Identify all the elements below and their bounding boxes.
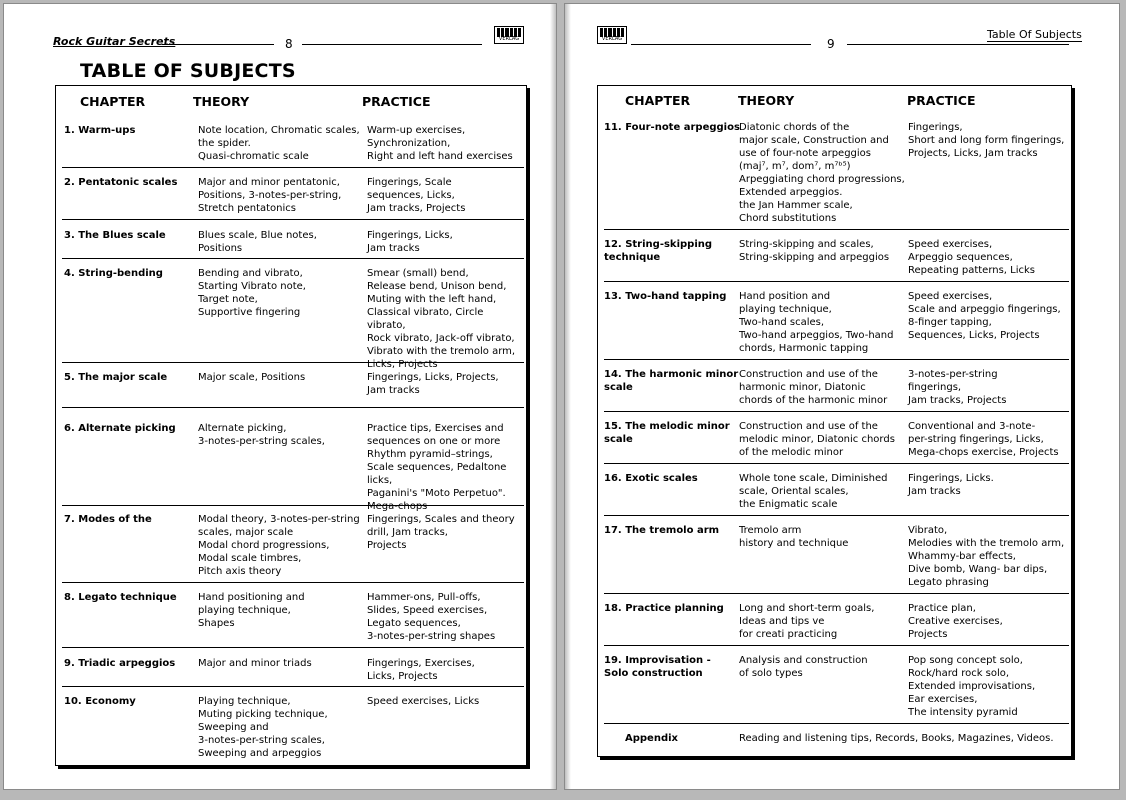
- practice-cell: Warm-up exercises, Synchronization, Right and left hand exercises: [367, 125, 513, 162]
- header-rule: [162, 44, 274, 45]
- publisher-logo-icon: [494, 26, 524, 44]
- theory-cell: Long and short-term goals, Ideas and tips ve for creati practicing: [739, 603, 875, 640]
- theory-cell: String-skipping and scales, String-skipping and arpeggios: [739, 239, 890, 263]
- practice-cell: 3-notes-per-string fingerings, Jam tracks, Projects: [908, 369, 1007, 406]
- header-theory: THEORY: [738, 93, 795, 108]
- practice-cell: Speed exercises, Licks: [367, 696, 480, 707]
- logo-text: VERLAG: [498, 36, 520, 42]
- chapter-cell: 16. Exotic scales: [604, 473, 698, 484]
- toc-title: TABLE OF SUBJECTS: [80, 60, 296, 82]
- theory-cell: Tremolo arm history and technique: [739, 525, 849, 549]
- chapter-cell: 1. Warm-ups: [64, 125, 136, 136]
- row-separator: [62, 219, 524, 220]
- row-separator: [604, 281, 1069, 282]
- chapter-cell: 12. String-skipping technique: [604, 239, 713, 263]
- chapter-cell: 15. The melodic minor scale: [604, 421, 730, 445]
- chapter-cell: 13. Two-hand tapping: [604, 291, 727, 302]
- row-separator: [604, 645, 1069, 646]
- practice-cell: Fingerings, Scales and theory drill, Jam tracks, Projects: [367, 514, 515, 551]
- theory-cell: Blues scale, Blue notes, Positions: [198, 230, 317, 254]
- theory-cell: Playing technique, Muting picking technique, Sweeping and 3-notes-per-string scales, Sweeping and arpeggios: [198, 696, 328, 759]
- theory-cell: Modal theory, 3-notes-per-string scales, major scale Modal chord progressions, Modal scale timbres, Pitch axis theory: [198, 514, 360, 577]
- practice-cell: Fingerings, Licks. Jam tracks: [908, 473, 994, 497]
- header-practice: PRACTICE: [362, 94, 431, 109]
- row-separator: [62, 647, 524, 648]
- logo-text: VERLAG: [601, 36, 623, 42]
- chapter-cell: 8. Legato technique: [64, 592, 177, 603]
- row-separator: [604, 593, 1069, 594]
- chapter-cell: 19. Improvisation - Solo construction: [604, 655, 711, 679]
- row-separator: [604, 229, 1069, 230]
- header-rule: [631, 44, 811, 45]
- right-page: [565, 4, 1119, 789]
- chapter-cell: 4. String-bending: [64, 268, 163, 279]
- header-theory: THEORY: [193, 94, 250, 109]
- toc-table-right: [597, 85, 1072, 757]
- practice-cell: Fingerings, Exercises, Licks, Projects: [367, 658, 475, 682]
- practice-cell: Conventional and 3-note- per-string fingerings, Licks, Mega-chops exercise, Projects: [908, 421, 1059, 458]
- row-separator: [62, 167, 524, 168]
- row-separator: [62, 582, 524, 583]
- practice-cell: Smear (small) bend, Release bend, Unison bend, Muting with the left hand, Classical vibrato, Circle vibrato, Rock vibrato, Jack-off vibrato, Vibrato with the tremolo arm, Licks, Projects: [367, 268, 516, 370]
- row-separator: [62, 407, 524, 408]
- practice-cell: Fingerings, Licks, Projects, Jam tracks: [367, 372, 499, 396]
- chapter-cell: 2. Pentatonic scales: [64, 177, 178, 188]
- theory-cell: Major and minor triads: [198, 658, 312, 669]
- theory-cell: Hand positioning and playing technique, Shapes: [198, 592, 305, 629]
- running-title: Rock Guitar Secrets: [53, 35, 176, 48]
- practice-cell: Hammer-ons, Pull-offs, Slides, Speed exercises, Legato sequences, 3-notes-per-string shapes: [367, 592, 496, 642]
- chapter-cell: 10. Economy: [64, 696, 136, 707]
- chapter-cell: 3. The Blues scale: [64, 230, 166, 241]
- chapter-cell: 6. Alternate picking: [64, 423, 176, 434]
- chapter-cell: 17. The tremolo arm: [604, 525, 720, 536]
- page-number: 9: [827, 37, 835, 51]
- row-separator: [604, 463, 1069, 464]
- practice-cell: Fingerings, Short and long form fingerings, Projects, Licks, Jam tracks: [908, 122, 1065, 159]
- row-separator: [604, 411, 1069, 412]
- theory-cell: Construction and use of the melodic minor, Diatonic chords of the melodic minor: [739, 421, 895, 458]
- theory-cell: Alternate picking, 3-notes-per-string scales,: [198, 423, 325, 447]
- row-separator: [62, 362, 524, 363]
- practice-cell: Fingerings, Licks, Jam tracks: [367, 230, 453, 254]
- practice-cell: Fingerings, Scale sequences, Licks, Jam tracks, Projects: [367, 177, 466, 214]
- row-separator: [604, 723, 1069, 724]
- left-page: [4, 4, 556, 789]
- chapter-cell: 11. Four-note arpeggios: [604, 122, 740, 133]
- page-number: 8: [285, 37, 293, 51]
- practice-cell: Speed exercises, Arpeggio sequences, Repeating patterns, Licks: [908, 239, 1036, 276]
- toc-table-left: [55, 85, 527, 766]
- publisher-logo-icon: [597, 26, 627, 44]
- theory-cell: Analysis and construction of solo types: [739, 655, 868, 679]
- header-rule: [302, 44, 482, 45]
- practice-cell: Vibrato, Melodies with the tremolo arm, Whammy-bar effects, Dive bomb, Wang- bar dips, Legato phrasing: [908, 525, 1065, 588]
- chapter-cell: 14. The harmonic minor scale: [604, 369, 739, 393]
- header-chapter: CHAPTER: [80, 94, 146, 109]
- chapter-cell: 18. Practice planning: [604, 603, 724, 614]
- theory-cell: Bending and vibrato, Starting Vibrato note, Target note, Supportive fingering: [198, 268, 306, 318]
- practice-cell: Practice tips, Exercises and sequences on one or more Rhythm pyramid–strings, Scale sequences, Pedaltone licks, Paganini's "Moto Perpetuo". Mega-chops: [367, 423, 507, 512]
- running-title: Table Of Subjects: [987, 28, 1082, 41]
- row-separator: [62, 686, 524, 687]
- chapter-cell: 5. The major scale: [64, 372, 168, 383]
- row-separator: [604, 359, 1069, 360]
- theory-cell: Hand position and playing technique, Two-hand scales, Two-hand arpeggios, Two-hand chords, Harmonic tapping: [739, 291, 894, 354]
- theory-cell: Diatonic chords of the major scale, Construction and use of four-note arpeggios (maj⁷, m⁷, dom⁷, m⁷ᵇ⁵) Arpeggiating chord progressions, Extended arpeggios. the Jan Hammer scale, Chord substitutions: [739, 122, 905, 224]
- header-chapter: CHAPTER: [625, 93, 691, 108]
- gutter-shadow: [550, 4, 556, 789]
- chapter-cell: 9. Triadic arpeggios: [64, 658, 176, 669]
- theory-cell: Note location, Chromatic scales, the spider. Quasi-chromatic scale: [198, 125, 360, 162]
- appendix-label: Appendix: [625, 733, 678, 744]
- chapter-cell: 7. Modes of the: [64, 514, 152, 525]
- theory-cell: Construction and use of the harmonic minor, Diatonic chords of the harmonic minor: [739, 369, 888, 406]
- theory-cell: Major and minor pentatonic, Positions, 3-notes-per-string, Stretch pentatonics: [198, 177, 342, 214]
- header-practice: PRACTICE: [907, 93, 976, 108]
- practice-cell: Practice plan, Creative exercises, Projects: [908, 603, 1003, 640]
- gutter-shadow: [565, 4, 571, 789]
- row-separator: [604, 515, 1069, 516]
- appendix-text: Reading and listening tips, Records, Books, Magazines, Videos.: [739, 733, 1054, 744]
- practice-cell: Pop song concept solo, Rock/hard rock solo, Extended improvisations, Ear exercises, The intensity pyramid: [908, 655, 1036, 718]
- theory-cell: Major scale, Positions: [198, 372, 306, 383]
- header-rule: [847, 44, 1069, 45]
- practice-cell: Speed exercises, Scale and arpeggio fingerings, 8-finger tapping, Sequences, Licks, Projects: [908, 291, 1061, 341]
- row-separator: [62, 258, 524, 259]
- row-separator: [62, 505, 524, 506]
- theory-cell: Whole tone scale, Diminished scale, Oriental scales, the Enigmatic scale: [739, 473, 888, 510]
